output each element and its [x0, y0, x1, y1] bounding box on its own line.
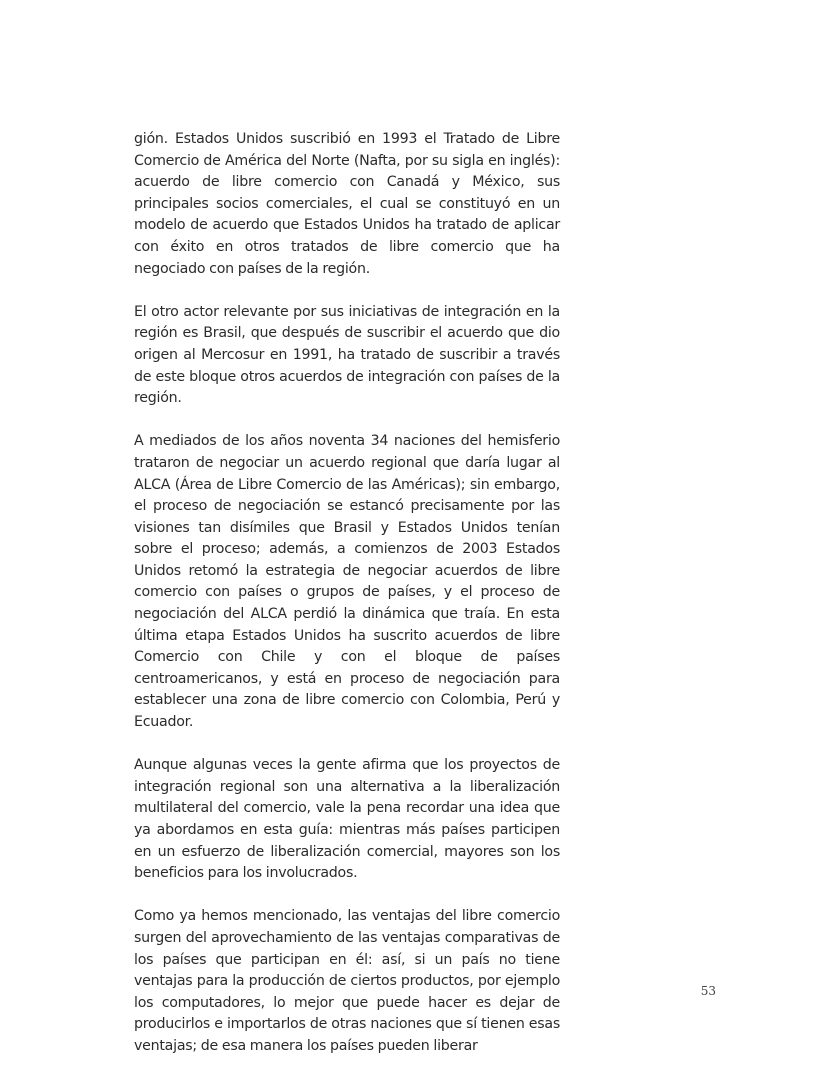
paragraph-brasil-mercosur: El otro actor relevante por sus iniciativas de integración en la región es Brasil, que después de suscribir el acuerdo que dio origen al Mercosur en 1991, ha tratado de suscribir a través de este bloque otros acuerdos de integración con países de la región.	[134, 303, 560, 407]
paragraph-integracion-regional: Aunque algunas veces la gente afirma que los proyectos de integración regional son una alternativa a la liberalización multilateral del comercio, vale la pena recordar una idea que ya abordamos en esta guía: mientras más países participen en un esfuerzo de liberalización comercial, mayores son los beneficios para los involucrados.	[134, 757, 560, 882]
page-number: 53	[700, 984, 716, 998]
paragraph-ventajas-comparativas: Como ya hemos mencionado, las ventajas del libre comercio surgen del aprovechamiento de las ventajas comparativas de los países que participan en él: así, si un país no tiene ventajas para la producción de ciertos productos, por ejemplo los computadores, lo mejor que puede hacer es dejar de producirlos e importarlos de otras naciones que sí tienen esas ventajas; de esa manera los países pueden liberar	[134, 908, 560, 1054]
paragraph-nafta: gión. Estados Unidos suscribió en 1993 el Tratado de Libre Comercio de América del Norte (Nafta, por su sigla en inglés): acuerdo de libre comercio con Canadá y México, sus principales socios comerciales, el cual se constituyó en un modelo de acuerdo que Estados Unidos ha tratado de aplicar con éxito en otros tratados de libre comercio que ha negociado con países de la región.	[134, 131, 560, 277]
body-text	[134, 129, 560, 1079]
paragraph-alca: A mediados de los años noventa 34 naciones del hemisferio trataron de negociar un acuerdo regional que daría lugar al ALCA (Área de Libre Comercio de las Américas); sin embargo, el proceso de negociación se estancó precisamente por las visiones tan disímiles que Brasil y Estados Unidos tenían sobre el proceso; además, a comienzos de 2003 Estados Unidos retomó la estrategia de negociar acuerdos de libre comercio con países o grupos de países, y el proceso de negociación del ALCA perdió la dinámica que traía. En esta última etapa Estados Unidos ha suscrito acuerdos de libre Comercio con Chile y con el bloque de países centroamericanos, y está en proceso de negociación para establecer una zona de libre comercio con Colombia, Perú y Ecuador.	[134, 433, 560, 731]
